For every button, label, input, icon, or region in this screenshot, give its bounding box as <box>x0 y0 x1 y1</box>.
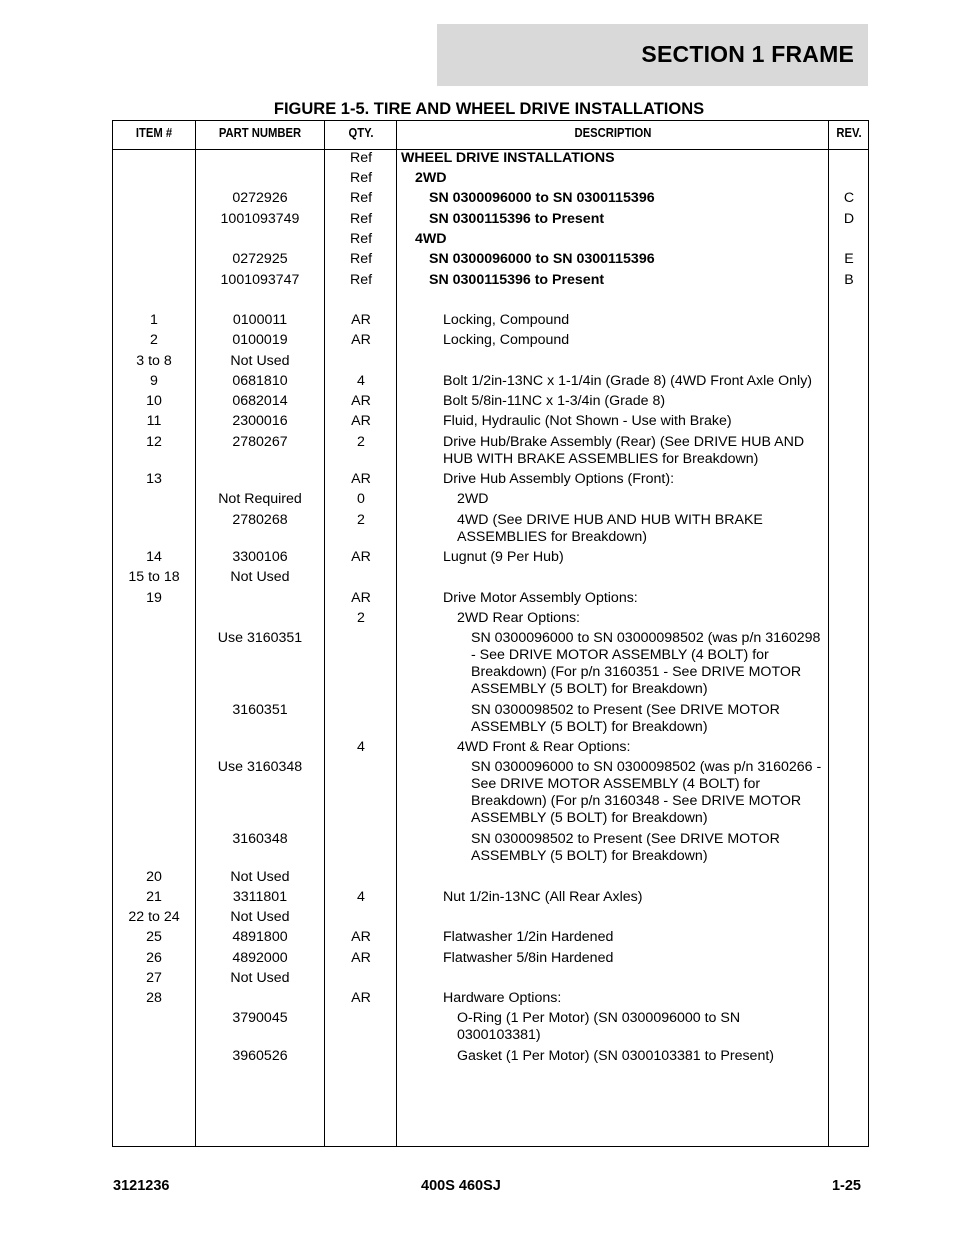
item-number: 15 to 18 <box>128 569 180 585</box>
quantity: 4 <box>357 739 365 755</box>
description: SN 0300098502 to Present (See DRIVE MOTOR ASSEMBLY (5 BOLT) for Breakdown) <box>471 702 780 735</box>
part-number: Not Used <box>230 909 290 925</box>
part-number: 2780267 <box>232 434 288 450</box>
item-number: 21 <box>146 889 162 905</box>
quantity: 2 <box>357 434 365 450</box>
part-number: 1001093747 <box>220 272 300 288</box>
quantity: AR <box>351 471 371 487</box>
column-header-rev: REV. <box>836 126 862 140</box>
description: SN 0300096000 to SN 03000098502 (was p/n 3160298 - See DRIVE MOTOR ASSEMBLY (4 BOLT) for Breakdown) (For p/n 3160351 - See DRIVE MOTOR ASSEMBLY (5 BOLT) for Breakdown) <box>471 630 821 697</box>
item-number: 19 <box>146 590 162 606</box>
column-header-description: DESCRIPTION <box>574 126 652 140</box>
item-number: 14 <box>146 549 162 565</box>
item-number: 12 <box>146 434 162 450</box>
part-number: 3160351 <box>232 702 288 718</box>
quantity: 4 <box>357 889 365 905</box>
section-title: SECTION 1 FRAME <box>641 41 854 67</box>
part-number: Not Used <box>230 569 290 585</box>
column-header-part-number: PART NUMBER <box>218 126 302 140</box>
part-number: Not Used <box>230 869 290 885</box>
part-number: 3960526 <box>232 1048 288 1064</box>
part-number: 0272925 <box>232 251 288 267</box>
part-number: 4891800 <box>232 929 288 945</box>
description: SN 0300115396 to Present <box>429 272 605 288</box>
description: Bolt 1/2in-13NC x 1-1/4in (Grade 8) (4WD Front Axle Only) <box>443 373 813 389</box>
description: 4WD (See DRIVE HUB AND HUB WITH BRAKE ASSEMBLIES for Breakdown) <box>457 512 763 545</box>
quantity: Ref <box>349 170 373 186</box>
quantity: 0 <box>357 491 365 507</box>
part-number: 0100011 <box>232 312 288 328</box>
item-number: 10 <box>146 393 162 409</box>
part-number: 3300106 <box>232 549 288 565</box>
description: Flatwasher 5/8in Hardened <box>443 950 614 966</box>
revision: D <box>843 211 855 227</box>
description: SN 0300098502 to Present (See DRIVE MOTOR ASSEMBLY (5 BOLT) for Breakdown) <box>471 831 780 864</box>
quantity: Ref <box>349 150 373 166</box>
description: SN 0300096000 to SN 0300115396 <box>429 251 655 267</box>
description: SN 0300096000 to SN 0300115396 <box>429 190 655 206</box>
item-number: 22 to 24 <box>128 909 180 925</box>
description: Nut 1/2in-13NC (All Rear Axles) <box>443 889 643 905</box>
part-number: 3790045 <box>232 1010 288 1026</box>
part-number: 1001093749 <box>220 211 300 227</box>
quantity: AR <box>351 393 371 409</box>
description: SN 0300096000 to SN 0300098502 (was p/n 3160266 - See DRIVE MOTOR ASSEMBLY (4 BOLT) for Breakdown) (For p/n 3160348 - See DRIVE MOTOR ASSEMBLY (5 BOLT) for Breakdown) <box>471 759 822 826</box>
quantity: Ref <box>349 272 373 288</box>
quantity: 2 <box>357 610 365 626</box>
quantity: AR <box>351 413 371 429</box>
revision: E <box>844 251 854 267</box>
description: WHEEL DRIVE INSTALLATIONS <box>401 150 615 166</box>
quantity: Ref <box>349 190 373 206</box>
quantity: AR <box>351 590 371 606</box>
description: Fluid, Hydraulic (Not Shown - Use with Brake) <box>443 413 732 429</box>
item-number: 20 <box>146 869 162 885</box>
column-header-item: ITEM # <box>135 126 173 140</box>
item-number: 9 <box>150 373 158 389</box>
part-number: 3160348 <box>232 831 288 847</box>
description: 2WD <box>415 170 447 186</box>
quantity: Ref <box>349 231 373 247</box>
footer-document-number: 3121236 <box>113 1178 170 1194</box>
description: Drive Hub/Brake Assembly (Rear) (See DRIVE HUB AND HUB WITH BRAKE ASSEMBLIES for Breakdown) <box>443 434 805 467</box>
part-number: 0100019 <box>232 332 288 348</box>
parts-table <box>112 120 869 1147</box>
quantity: Ref <box>349 211 373 227</box>
description: Locking, Compound <box>443 332 570 348</box>
item-number: 28 <box>146 990 162 1006</box>
revision: C <box>843 190 855 206</box>
description: Bolt 5/8in-11NC x 1-3/4in (Grade 8) <box>443 393 666 409</box>
quantity: 2 <box>357 512 365 528</box>
description: O-Ring (1 Per Motor) (SN 0300096000 to SN 0300103381) <box>457 1010 741 1043</box>
item-number: 25 <box>146 929 162 945</box>
part-number: 0682014 <box>232 393 288 409</box>
part-number: 2300016 <box>232 413 288 429</box>
item-number: 13 <box>146 471 162 487</box>
quantity: AR <box>351 990 371 1006</box>
part-number: Use 3160351 <box>217 630 303 646</box>
description: 2WD <box>457 491 489 507</box>
quantity: Ref <box>349 251 373 267</box>
part-number: 2780268 <box>232 512 288 528</box>
figure-title: FIGURE 1-5. TIRE AND WHEEL DRIVE INSTALLATIONS <box>273 100 705 118</box>
footer-page-number: 1-25 <box>831 1178 861 1194</box>
quantity: AR <box>351 312 371 328</box>
description: 4WD <box>415 231 447 247</box>
description: 4WD Front & Rear Options: <box>457 739 631 755</box>
quantity: 4 <box>357 373 365 389</box>
part-number: Not Used <box>230 353 290 369</box>
item-number: 2 <box>150 332 158 348</box>
description: SN 0300115396 to Present <box>429 211 605 227</box>
item-number: 1 <box>150 312 158 328</box>
item-number: 26 <box>146 950 162 966</box>
description: Flatwasher 1/2in Hardened <box>443 929 614 945</box>
quantity: AR <box>351 950 371 966</box>
description: Lugnut (9 Per Hub) <box>443 549 564 565</box>
part-number: Not Required <box>218 491 302 507</box>
description: Drive Motor Assembly Options: <box>443 590 638 606</box>
item-number: 3 to 8 <box>136 353 172 369</box>
quantity: AR <box>351 929 371 945</box>
item-number: 11 <box>146 413 162 429</box>
part-number: Not Used <box>230 970 290 986</box>
part-number: 4892000 <box>232 950 288 966</box>
description: Locking, Compound <box>443 312 570 328</box>
part-number: 0272926 <box>232 190 288 206</box>
description: Hardware Options: <box>443 990 562 1006</box>
item-number: 27 <box>146 970 162 986</box>
section-header <box>437 24 868 86</box>
quantity: AR <box>351 332 371 348</box>
part-number: 3311801 <box>232 889 288 905</box>
description: Drive Hub Assembly Options (Front): <box>443 471 675 487</box>
part-number: 0681810 <box>232 373 288 389</box>
column-header-qty: QTY. <box>348 126 374 140</box>
description: Gasket (1 Per Motor) (SN 0300103381 to Present) <box>457 1048 775 1064</box>
footer-model: 400S 460SJ <box>421 1178 501 1194</box>
part-number: Use 3160348 <box>217 759 303 775</box>
description: 2WD Rear Options: <box>457 610 580 626</box>
revision: B <box>844 272 854 288</box>
quantity: AR <box>351 549 371 565</box>
